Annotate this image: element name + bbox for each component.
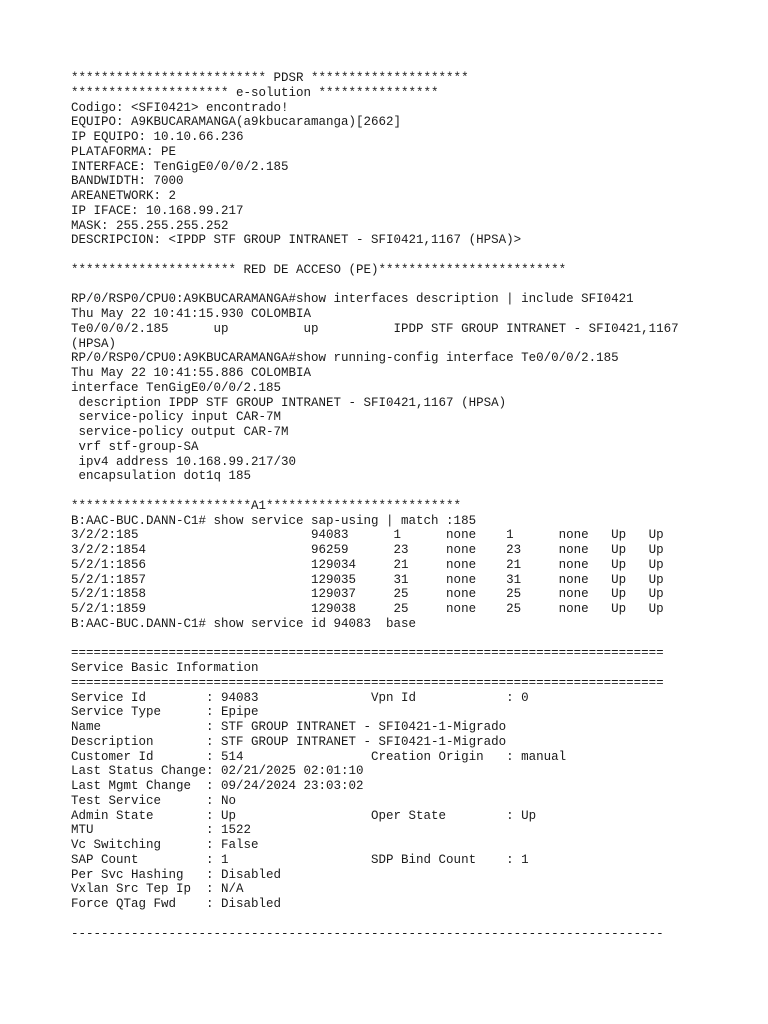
document-line: service-policy output CAR-7M [71, 425, 289, 439]
document-line: encapsulation dot1q 185 [71, 469, 252, 484]
document-line: (HPSA) [71, 336, 117, 351]
document-line: Service Id : 94083 Vpn Id : 0 [71, 690, 529, 705]
document-line: Customer Id : 514 Creation Origin : manual [71, 749, 567, 764]
document-line: ********************** RED DE ACCESO (PE)************************* [71, 262, 567, 277]
document-line [71, 278, 761, 293]
document-line: Name : STF GROUP INTRANET - SFI0421-1-Migrado [71, 720, 507, 734]
document-line: interface TenGigE0/0/0/2.185 [71, 380, 282, 395]
document-line: vrf stf-group-SA [71, 439, 199, 454]
document-line [71, 248, 761, 263]
document-line: Per Svc Hashing : Disabled [71, 867, 282, 882]
document-line: BANDWIDTH: 7000 [71, 174, 184, 189]
document-line: service-policy input CAR-7M [71, 410, 282, 425]
document-line: EQUIPO: A9KBUCARAMANGA(a9kbucaramanga)[2662] [71, 115, 402, 130]
document-line: Last Mgmt Change : 09/24/2024 23:03:02 [71, 779, 364, 793]
document-line: IP EQUIPO: 10.10.66.236 [71, 130, 244, 144]
document-line: B:AAC-BUC.DANN-C1# show service id 94083 base [71, 616, 417, 631]
document-line: DESCRIPCION: <IPDP STF GROUP INTRANET - SFI0421,1167 (HPSA)> [71, 233, 522, 248]
document-line: 5/2/1:1856 129034 21 none 21 none Up Up [71, 557, 664, 572]
terminal-output-document [71, 71, 761, 941]
document-line: ************************A1************************** [71, 498, 462, 513]
document-line: Service Type : Epipe [71, 705, 259, 720]
document-line: 5/2/1:1859 129038 25 none 25 none Up Up [71, 602, 664, 616]
document-line: 5/2/1:1857 129035 31 none 31 none Up Up [71, 572, 664, 587]
document-line: Vc Switching : False [71, 838, 259, 852]
document-line: =============================================================================== [71, 675, 664, 690]
document-line: 3/2/2:185 94083 1 none 1 none Up Up [71, 528, 664, 543]
document-line: B:AAC-BUC.DANN-C1# show service sap-using | match :185 [71, 513, 477, 528]
document-line: Admin State : Up Oper State : Up [71, 808, 537, 823]
document-line: Test Service : No [71, 793, 237, 808]
document-line: =============================================================================== [71, 646, 664, 661]
document-line: SAP Count : 1 SDP Bind Count : 1 [71, 852, 529, 867]
document-line [71, 632, 761, 647]
document-line: Te0/0/0/2.185 up up IPDP STF GROUP INTRANET - SFI0421,1167 [71, 321, 679, 336]
document-line: Codigo: <SFI0421> encontrado! [71, 100, 289, 115]
document-line [71, 484, 761, 499]
document-line: INTERFACE: TenGigE0/0/0/2.185 [71, 159, 289, 174]
document-line: ************************** PDSR ********************* [71, 71, 469, 85]
document-line: ipv4 address 10.168.99.217/30 [71, 454, 297, 469]
document-line: 3/2/2:1854 96259 23 none 23 none Up Up [71, 543, 664, 557]
document-line [71, 912, 761, 927]
document-line: ********************* e-solution **************** [71, 85, 439, 100]
document-line: AREANETWORK: 2 [71, 189, 177, 203]
document-line: ------------------------------------------------------------------------------- [71, 926, 664, 941]
document-line: Force QTag Fwd : Disabled [71, 897, 282, 911]
document-line: Thu May 22 10:41:55.886 COLOMBIA [71, 366, 312, 380]
document-line: RP/0/RSP0/CPU0:A9KBUCARAMANGA#show interfaces description | include SFI0421 [71, 292, 634, 307]
document-line: Description : STF GROUP INTRANET - SFI0421-1-Migrado [71, 734, 507, 749]
document-line: MTU : 1522 [71, 823, 252, 838]
document-line: RP/0/RSP0/CPU0:A9KBUCARAMANGA#show running-config interface Te0/0/0/2.185 [71, 351, 619, 366]
document-line: Last Status Change: 02/21/2025 02:01:10 [71, 764, 364, 779]
document-line: IP IFACE: 10.168.99.217 [71, 203, 244, 218]
document-line: Service Basic Information [71, 661, 259, 675]
document-line: MASK: 255.255.255.252 [71, 218, 229, 233]
document-line: description IPDP STF GROUP INTRANET - SFI0421,1167 (HPSA) [71, 395, 507, 410]
document-line: 5/2/1:1858 129037 25 none 25 none Up Up [71, 587, 664, 602]
document-line: PLATAFORMA: PE [71, 144, 177, 159]
document-line: Thu May 22 10:41:15.930 COLOMBIA [71, 307, 312, 321]
document-line: Vxlan Src Tep Ip : N/A [71, 882, 244, 897]
